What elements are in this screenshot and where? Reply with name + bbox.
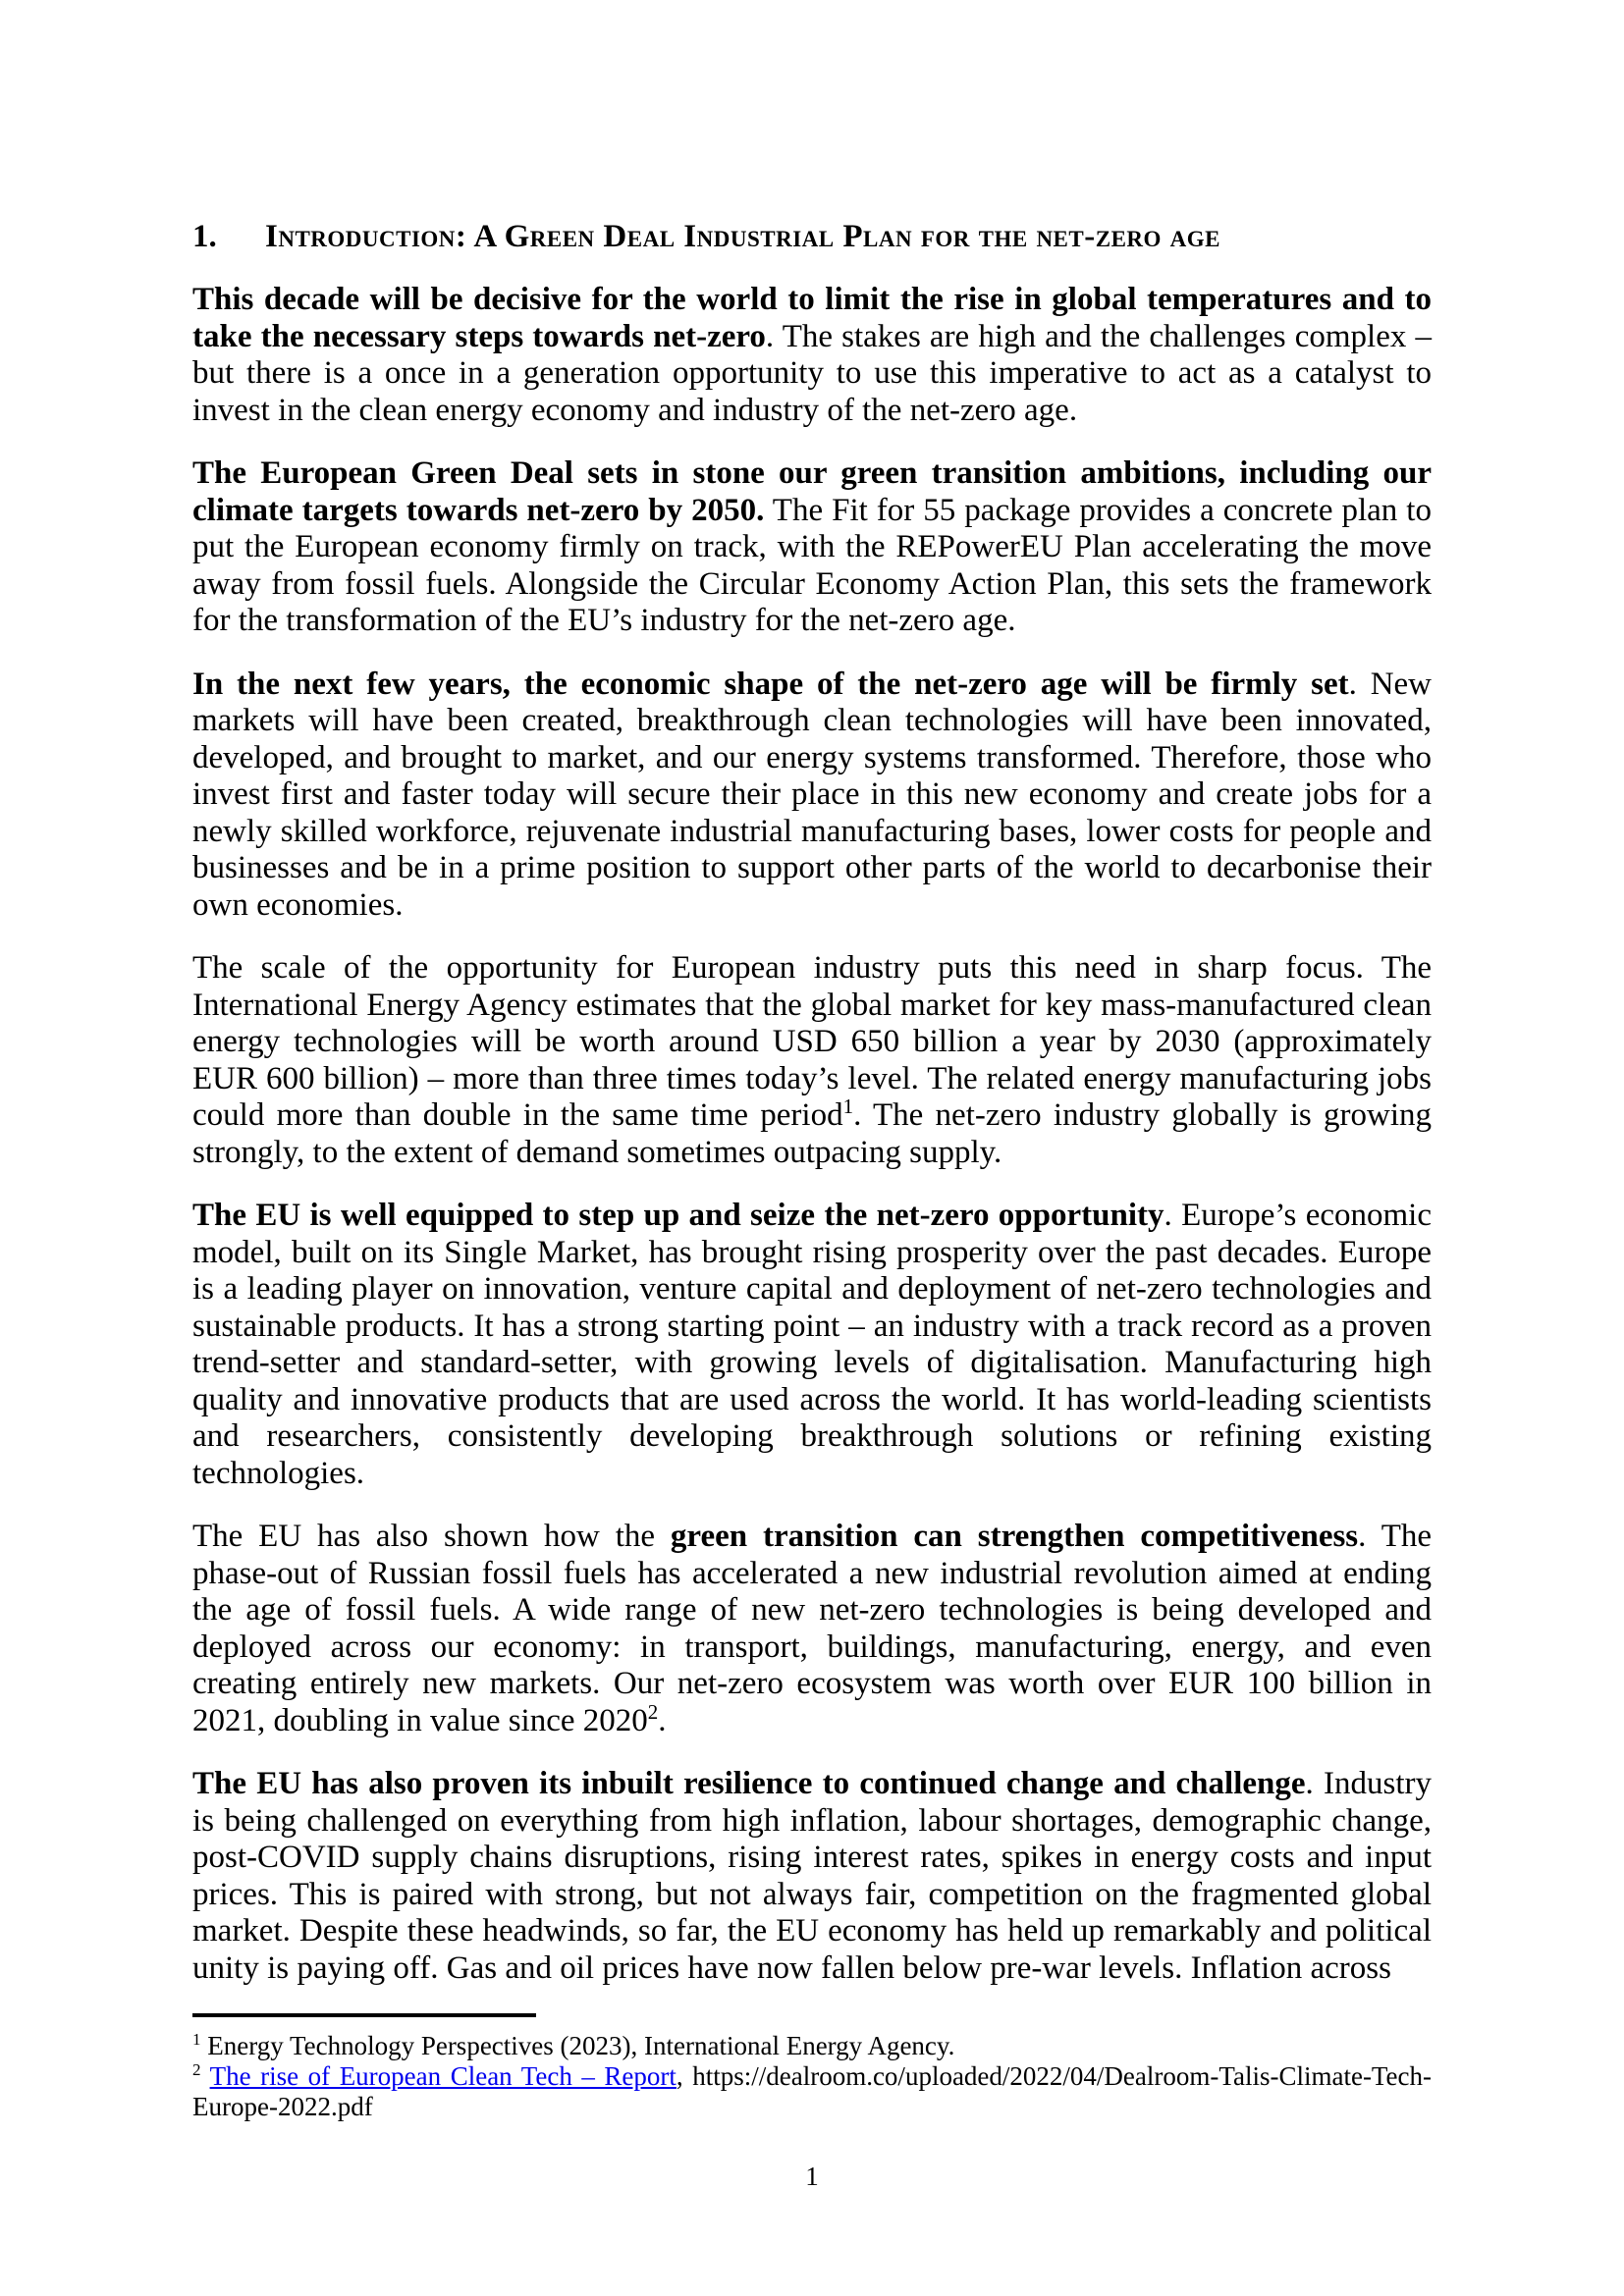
footnote-reference-2: 2	[647, 1699, 659, 1724]
paragraph	[192, 455, 1432, 640]
footnote-reference-1: 1	[842, 1095, 854, 1118]
footnote-text: , https://dealroom.co/uploaded/2022/04/Dealroom-Talis-Climate-Tech-Europe-2022.pdf	[192, 2061, 1432, 2121]
document-body	[192, 218, 1432, 2122]
text-run: . Europe’s economic model, built on its Single Market, has brought rising prosperity over the past decades. Europe is a leading player on innovation, venture capital and deployment of net-zero technologies and sustainable products. It has a strong starting point – an industry with a track record as a proven trend-setter and standard-setter, with growing levels of digitalisation. Manufacturing high quality and innovative products that are used across the world. It has world-leading scientists and researchers, consistently developing breakthrough solutions or refining existing technologies.	[192, 1198, 1432, 1491]
paragraph	[192, 667, 1432, 925]
text-run: .	[658, 1702, 667, 1738]
footnote-marker: 2	[192, 2060, 201, 2079]
section-number: 1.	[192, 219, 217, 254]
text-run-bold: The EU has also proven its inbuilt resilience to continued change and challenge	[192, 1766, 1306, 1801]
footnote-text: Energy Technology Perspectives (2023), International Energy Agency.	[207, 2031, 955, 2060]
text-run: The EU has also shown how the	[192, 1519, 671, 1554]
text-run-bold: The European Green Deal sets in stone our green transition ambitions, including our climate targets towards net-zero by 2050.	[192, 455, 1432, 528]
text-run-bold: The EU is well equipped to step up and seize the net-zero opportunity	[192, 1198, 1164, 1233]
footnote-separator	[192, 2013, 536, 2017]
text-run: . The stakes are high and the challenges complex – but there is a once in a generation opportunity to use this imperative to act as a catalyst to invest in the clean energy economy and industry of the net-zero age.	[192, 318, 1433, 428]
footnote-link[interactable]: The rise of European Clean Tech – Report	[209, 2061, 677, 2091]
footnote-marker: 1	[192, 2030, 201, 2049]
text-run-bold: green transition can strengthen competitiveness	[670, 1519, 1359, 1554]
text-run: . The phase-out of Russian fossil fuels has accelerated a new industrial revolution aimed at ending the age of fossil fuels. A wide range of new net-zero technologies is being developed and deployed across our economy: in transport, buildings, manufacturing, energy, and even creating entirely new markets. Our net-zero ecosystem was worth over EUR 100 billion in 2021, doubling in value since 2020	[192, 1519, 1432, 1738]
text-run: . Industry is being challenged on everything from high inflation, labour shortages, demographic change, post-COVID supply chains disruptions, rising interest rates, spikes in energy costs and input prices. This is paired with strong, but not always fair, competition on the fragmented global market. Despite these headwinds, so far, the EU economy has held up remarkably and political unity is paying off. Gas and oil prices have now fallen below pre-war levels. Inflation across	[192, 1766, 1432, 1986]
paragraph	[192, 1198, 1432, 1492]
page-number: 1	[805, 2162, 819, 2191]
paragraph	[192, 1766, 1432, 1987]
paragraph	[192, 950, 1432, 1171]
text-run: . The net-zero industry globally is growing strongly, to the extent of demand sometimes outpacing supply.	[192, 1097, 1432, 1170]
footnote	[192, 2061, 1432, 2122]
paragraph	[192, 1519, 1432, 1739]
footnote	[192, 2031, 1432, 2061]
text-run: The Fit for 55 package provides a concrete plan to put the European economy firmly on track, with the REPowerEU Plan accelerating the move away from fossil fuels. Alongside the Circular Economy Action Plan, this sets the framework for the transformation of the EU’s industry for the net-zero age.	[192, 492, 1432, 638]
section-title: Introduction: A Green Deal Industrial Plan for the net-zero age	[265, 219, 1220, 254]
text-run: The scale of the opportunity for European industry puts this need in sharp focus. The International Energy Agency estimates that the global market for key mass-manufactured clean energy technologies will be worth around USD 650 billion a year by 2030 (approximately EUR 600 billion) – more than three times today’s level. The related energy manufacturing jobs could more than double in the same time period	[192, 950, 1432, 1133]
text-run: . New markets will have been created, breakthrough clean technologies will have been innovated, developed, and brought to market, and our energy systems transformed. Therefore, those who invest first and faster today will secure their place in this new economy and create jobs for a newly skilled workforce, rejuvenate industrial manufacturing bases, lower costs for people and businesses and be in a prime position to support other parts of the world to decarbonise their own economies.	[192, 666, 1433, 923]
footnotes-section	[192, 2013, 1432, 2122]
text-run-bold: This decade will be decisive for the world to limit the rise in global temperatures and to take the necessary steps towards net-zero	[192, 282, 1432, 354]
section-heading	[192, 218, 1432, 255]
text-run-bold: In the next few years, the economic shape of the net-zero age will be firmly set	[192, 666, 1349, 702]
paragraph	[192, 282, 1432, 429]
